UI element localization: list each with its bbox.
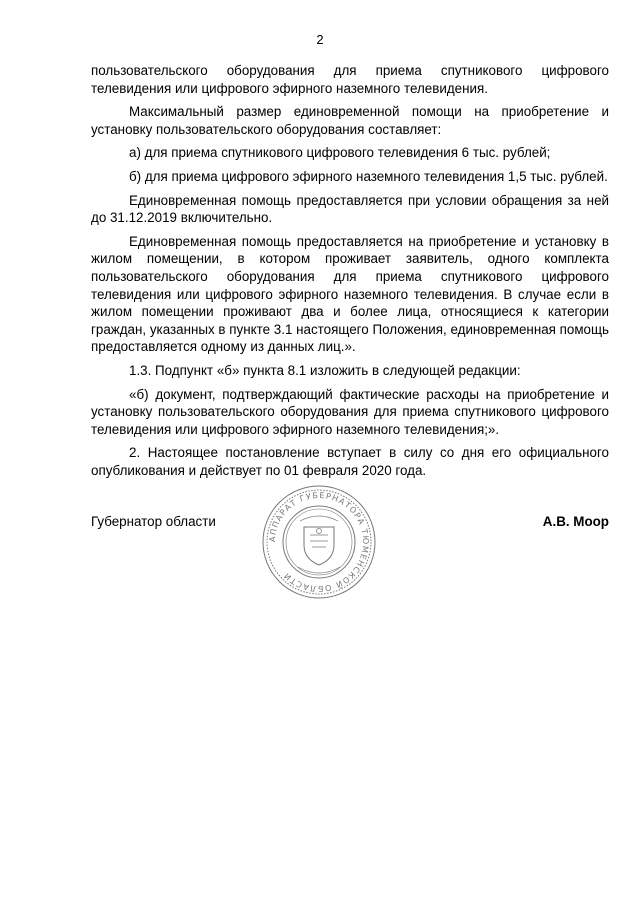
paragraph-conditions: Единовременная помощь предоставляется на приобретение и установку в жилом помещении, в котором проживает заявитель, одного комплекта пользовательского оборудования для приема спутникового цифрового телевидения или цифрового эфирного наземного телевидения. В случае если в жилом помещении проживают два и более лица, относящиеся к категории граждан, указанных в пункте 3.1 настоящего Положения, единовременная помощь предоставляется одному из данных лиц.».: [91, 233, 609, 355]
paragraph-continuation: пользовательского оборудования для приема спутникового цифрового телевидения или цифрового эфирного наземного телевидения.: [91, 63, 609, 96]
paragraph-clause-b: «б) документ, подтверждающий фактические расходы на приобретение и установку пользовательского оборудования для приема спутникового цифрового телевидения или цифрового эфирного наземного телевидения;».: [91, 386, 609, 437]
signatory-name: А.В. Моор: [542, 514, 609, 529]
paragraph-clause-2: 2. Настоящее постановление вступает в силу со дня его официального опубликования и действует по 01 февраля 2020 года.: [91, 445, 609, 478]
paragraph-item-b: б) для приема цифрового эфирного наземного телевидения 1,5 тыс. рублей.: [129, 168, 608, 184]
paragraph-max-amount: Максимальный размер единовременной помощи на приобретение и установку пользовательского оборудования составляет:: [91, 104, 609, 137]
official-seal-icon: [260, 483, 378, 601]
paragraph-deadline: Единовременная помощь предоставляется при условии обращения за ней до 31.12.2019 включительно.: [91, 192, 609, 226]
page-number: 2: [316, 32, 324, 47]
document-body: [91, 62, 609, 479]
paragraph-item-a: а) для приема спутникового цифрового телевидения 6 тыс. рублей;: [129, 145, 551, 161]
paragraph-clause-1-3: 1.3. Подпункт «б» пункта 8.1 изложить в следующей редакции:: [129, 362, 521, 378]
svg-text:АППАРАТ ГУБЕРНАТОРА ТЮМЕНСКОЙ: АППАРАТ ГУБЕРНАТОРА ТЮМЕНСКОЙ ОБЛАСТИ: [267, 490, 371, 594]
signatory-title: Губернатор области: [91, 514, 216, 529]
